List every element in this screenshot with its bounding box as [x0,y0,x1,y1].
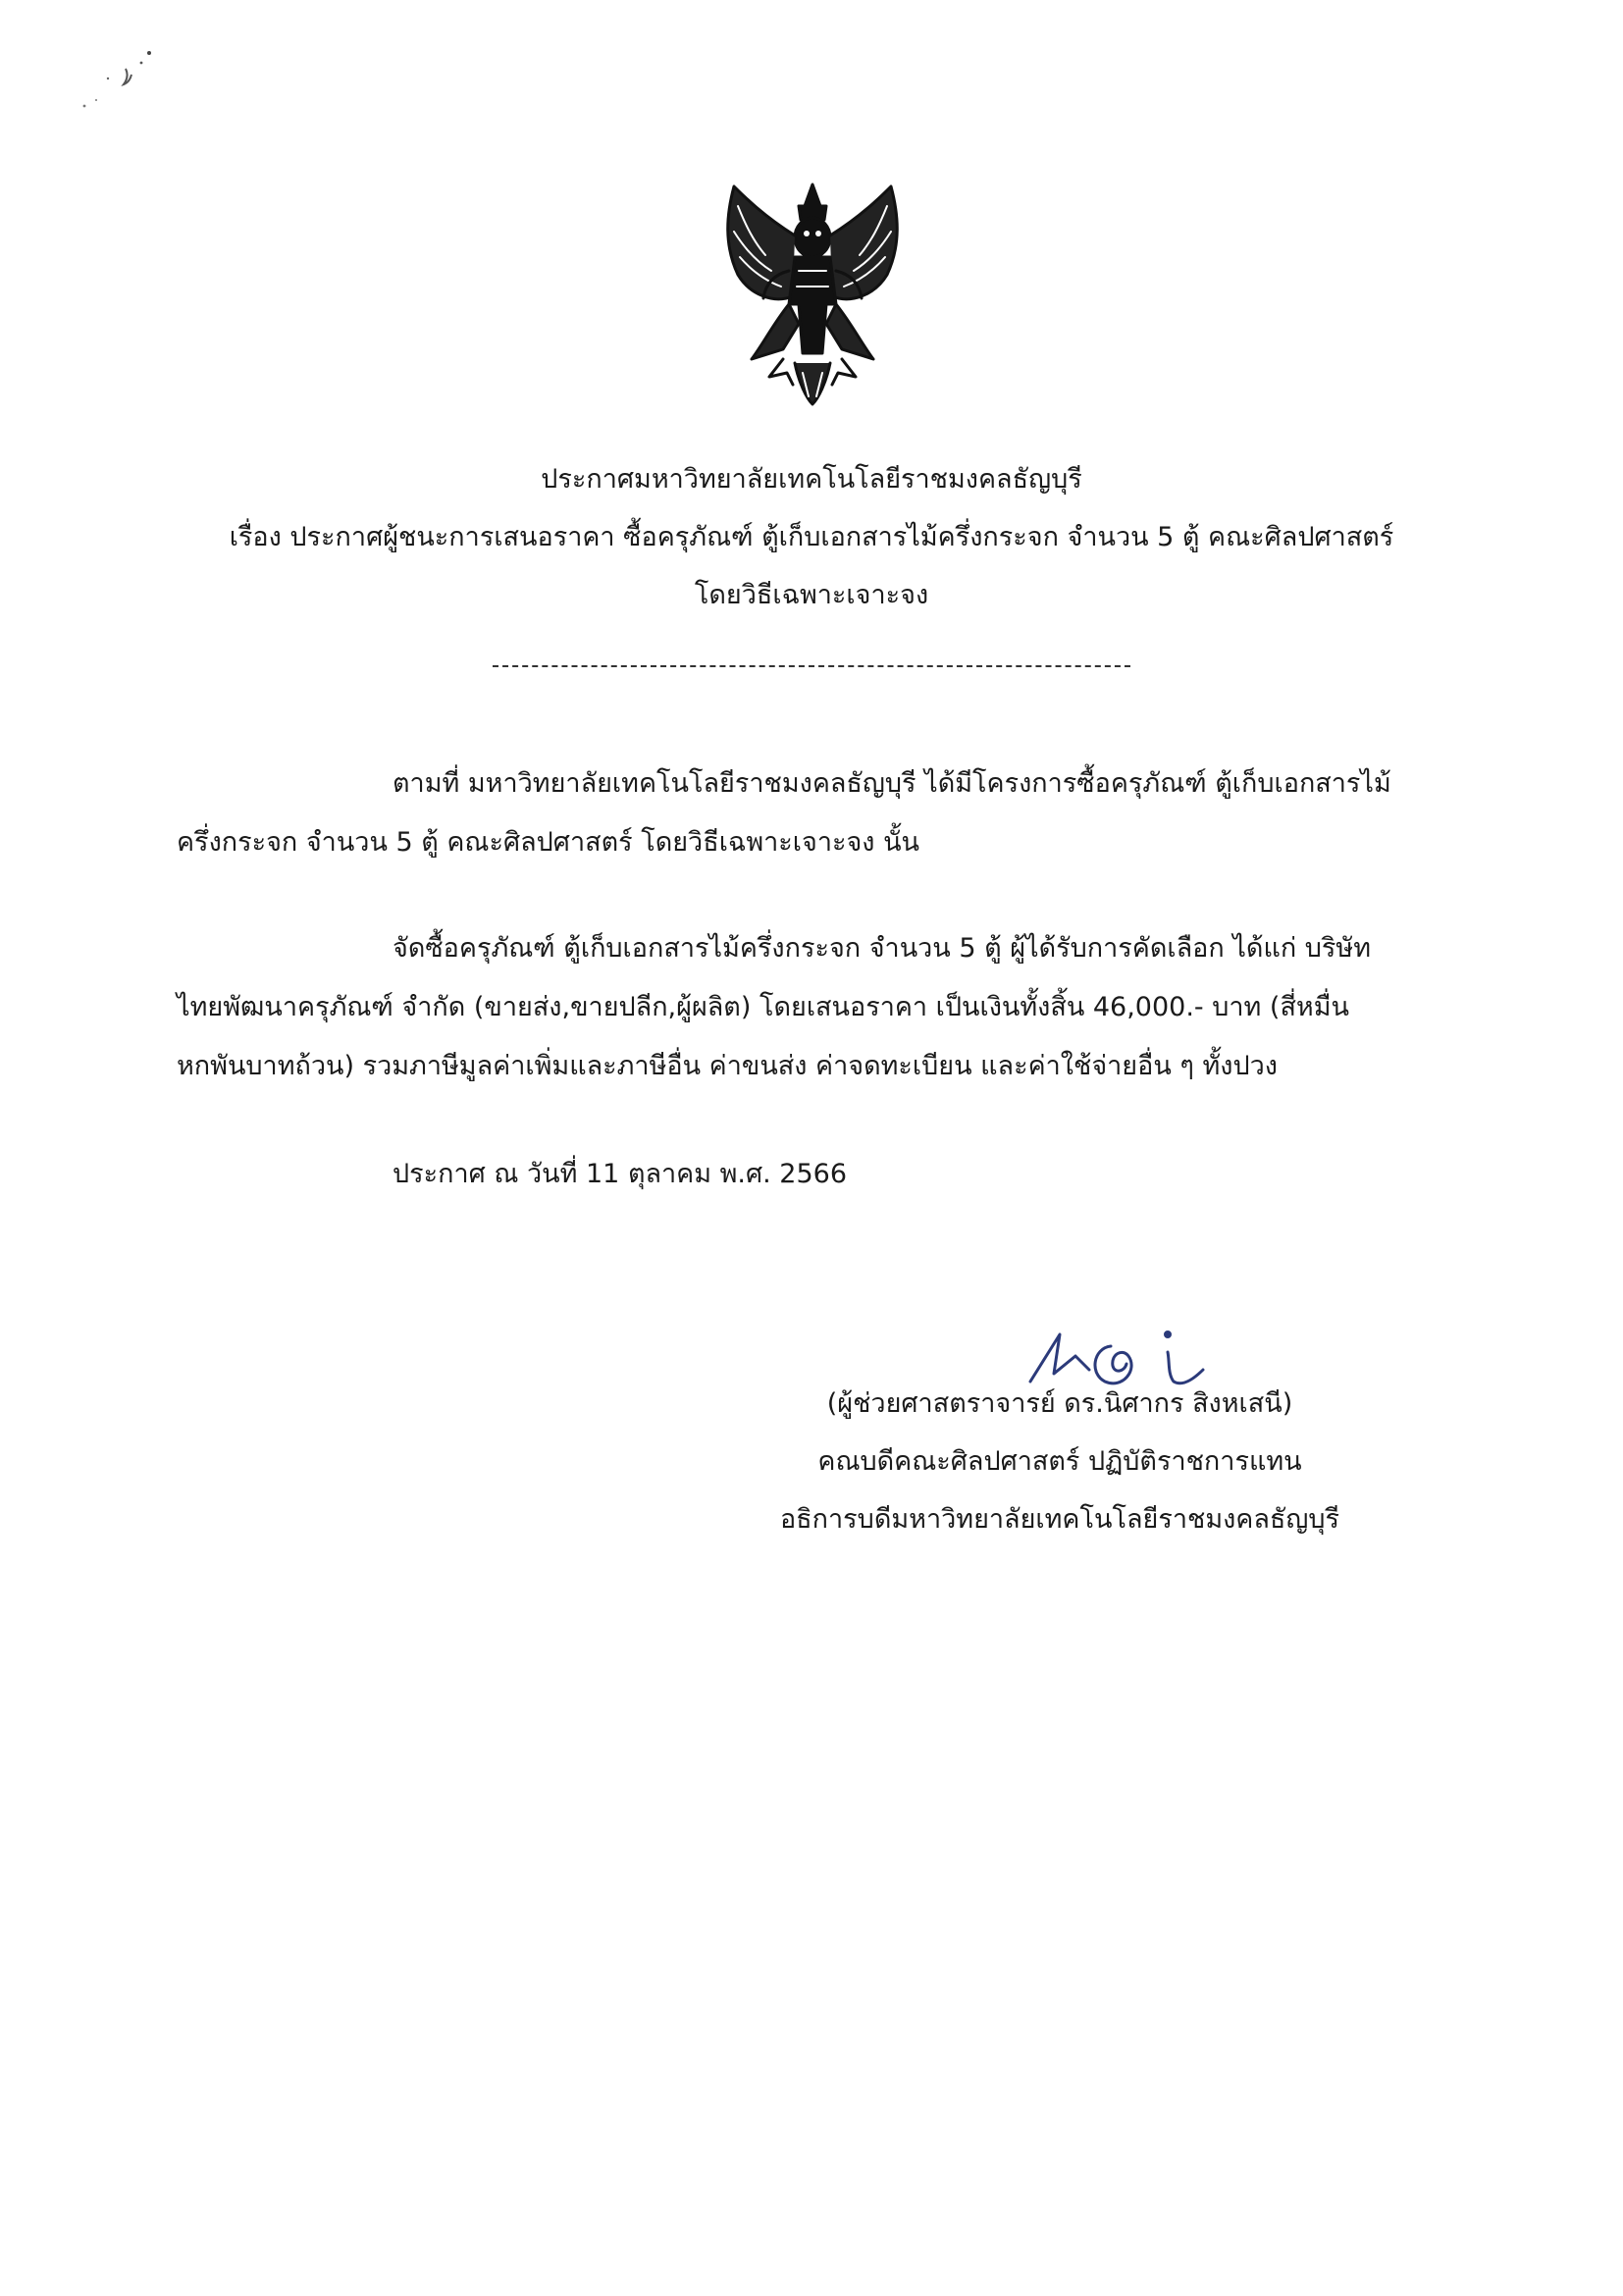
header-method: โดยวิธีเฉพาะเจาะจง [694,580,929,610]
announcement-header [0,461,1623,635]
signatory-name: (ผู้ช่วยศาสตราจารย์ ดร.นิศากร สิงหเสนี) [826,1388,1293,1419]
garuda-emblem-icon [705,177,920,412]
paragraph-line: จัดซื้อครุภัณฑ์ ตู้เก็บเอกสารไม้ครึ่งกระจก จำนวน 5 ตู้ ผู้ได้รับการคัดเลือก ได้แก่ บริษัท [393,933,1372,964]
paragraph-line: หกพันบาทถ้วน) รวมภาษีมูลค่าเพิ่มและภาษีอื่น ค่าขนส่ง ค่าจดทะเบียน และค่าใช้จ่ายอื่น ๆ ทั้งปวง [177,1051,1278,1081]
header-divider [493,665,1130,667]
signatory-position: อธิการบดีมหาวิทยาลัยเทคโนโลยีราชมงคลธัญบุรี [779,1504,1340,1535]
announcement-date-block [177,1156,1433,1215]
header-title: ประกาศมหาวิทยาลัยเทคโนโลยีราชมงคลธัญบุรี [541,464,1082,495]
paragraph-line: ตามที่ มหาวิทยาลัยเทคโนโลยีราชมงคลธัญบุรี ได้มีโครงการซื้อครุภัณฑ์ ตู้เก็บเอกสารไม้ [393,768,1391,799]
announcement-date: ประกาศ ณ วันที่ 11 ตุลาคม พ.ศ. 2566 [393,1159,848,1189]
paragraph-line: ไทยพัฒนาครุภัณฑ์ จำกัด (ขายส่ง,ขายปลีก,ผู้ผลิต) โดยเสนอราคา เป็นเงินทั้งสิ้น 46,000.- บาท (สี่หมื่น [177,992,1349,1022]
paragraph-award [177,930,1433,1107]
paragraph-background [177,765,1433,883]
header-subject: เรื่อง ประกาศผู้ชนะการเสนอราคา ซื้อครุภัณฑ์ ตู้เก็บเอกสารไม้ครึ่งกระจก จำนวน 5 ตู้ คณะศิลปศาสตร์ [229,522,1394,552]
scan-specks [39,39,177,137]
signatory-block [746,1385,1374,1559]
paragraph-line: ครึ่งกระจก จำนวน 5 ตู้ คณะศิลปศาสตร์ โดยวิธีเฉพาะเจาะจง นั้น [177,827,919,858]
signatory-position: คณบดีคณะศิลปศาสตร์ ปฏิบัติราชการแทน [817,1446,1302,1477]
